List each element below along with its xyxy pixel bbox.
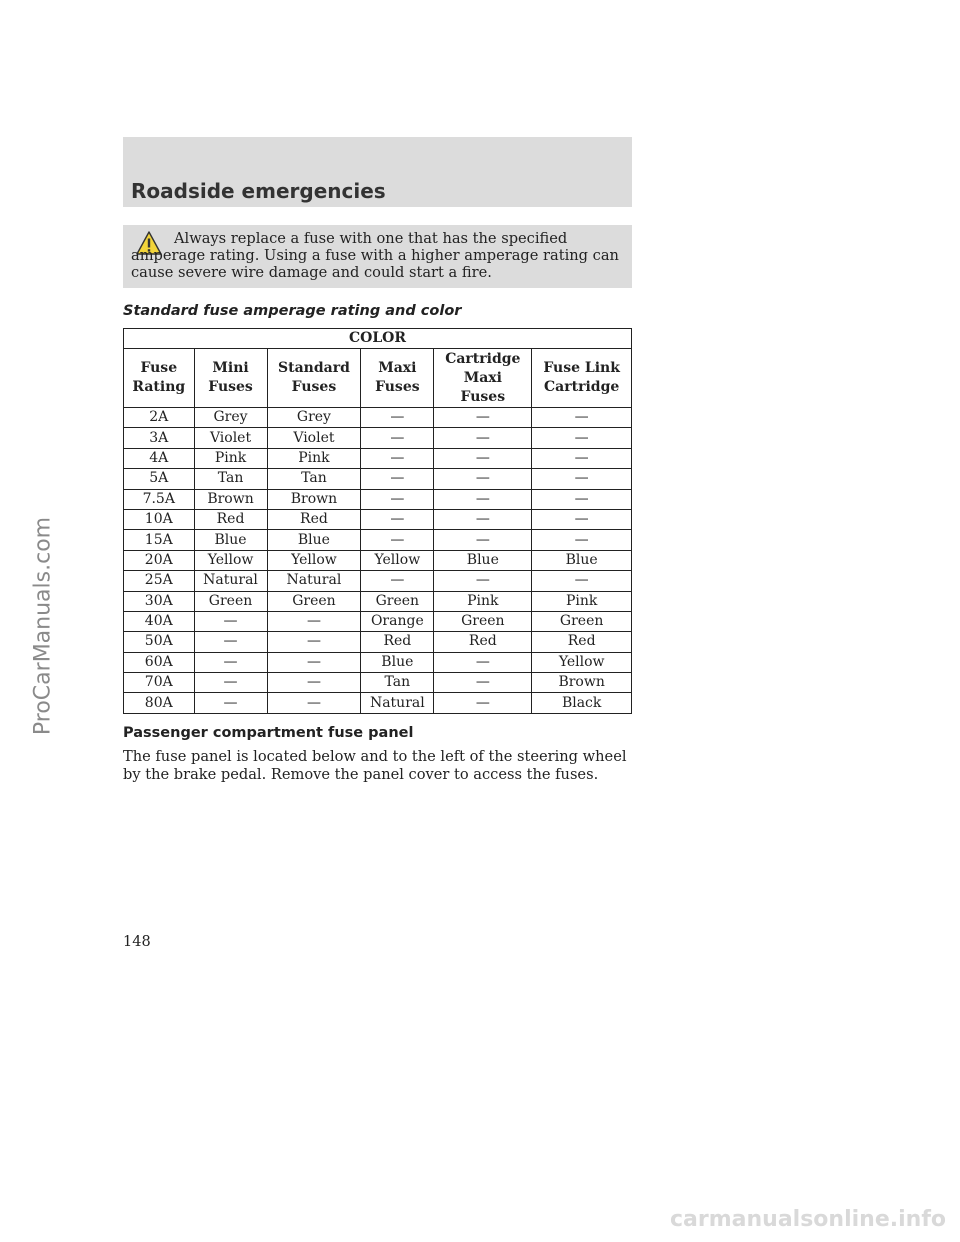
table-cell: — (532, 509, 632, 529)
table-row (124, 530, 632, 550)
table-cell: 25A (124, 571, 195, 591)
table-row (124, 469, 632, 489)
table-cell: — (194, 673, 267, 693)
section-heading: Passenger compartment fuse panel (123, 725, 414, 741)
table-cell: Violet (194, 428, 267, 448)
fuse-color-table (123, 328, 632, 714)
table-cell: Blue (194, 530, 267, 550)
table-cell: Black (532, 693, 632, 713)
table-cell: Pink (267, 448, 361, 468)
table-cell: Tan (361, 673, 434, 693)
table-cell: — (532, 489, 632, 509)
table-cell: Tan (267, 469, 361, 489)
table-cell: 7.5A (124, 489, 195, 509)
table-cell: 70A (124, 673, 195, 693)
table-cell: Green (361, 591, 434, 611)
table-row (124, 550, 632, 570)
side-watermark: ProCarManuals.com (30, 516, 56, 736)
table-cell: — (361, 530, 434, 550)
table-group-header: COLOR (124, 329, 632, 349)
page-number: 148 (123, 934, 151, 950)
table-cell: — (434, 408, 532, 428)
table-cell: Tan (194, 469, 267, 489)
table-cell: Pink (194, 448, 267, 468)
table-cell: — (267, 673, 361, 693)
table-row (124, 632, 632, 652)
table-cell: Yellow (267, 550, 361, 570)
table-cell: — (267, 632, 361, 652)
table-row (124, 448, 632, 468)
table-cell: — (532, 571, 632, 591)
table-cell: 4A (124, 448, 195, 468)
table-cell: — (361, 509, 434, 529)
table-cell: Green (434, 611, 532, 631)
table-cell: — (532, 428, 632, 448)
table-cell: — (532, 448, 632, 468)
table-cell: Blue (361, 652, 434, 672)
table-cell: — (361, 408, 434, 428)
section-title: Roadside emergencies (131, 179, 386, 203)
bottom-watermark: carmanualsonline.info (670, 1207, 946, 1232)
table-cell: 5A (124, 469, 195, 489)
table-cell: — (434, 509, 532, 529)
table-cell: 20A (124, 550, 195, 570)
table-cell: Brown (267, 489, 361, 509)
column-header: Fuse Link Cartridge (532, 349, 632, 408)
column-header: Maxi Fuses (361, 349, 434, 408)
table-cell: Grey (194, 408, 267, 428)
table-cell: Grey (267, 408, 361, 428)
table-cell: — (434, 448, 532, 468)
table-cell: — (267, 693, 361, 713)
section-header-band (123, 137, 632, 207)
warning-text: Always replace a fuse with one that has the specified amperage rating. Using a fuse with a higher amperage rating can cause severe wire damage and could start a fire. (131, 230, 619, 281)
table-cell: — (267, 652, 361, 672)
table-cell: — (194, 693, 267, 713)
table-cell: Yellow (532, 652, 632, 672)
column-header: Standard Fuses (267, 349, 361, 408)
table-column-headers (124, 349, 632, 408)
table-row (124, 509, 632, 529)
table-cell: — (434, 571, 532, 591)
table-cell: — (434, 530, 532, 550)
table-caption: Standard fuse amperage rating and color (123, 303, 462, 319)
table-cell: — (361, 448, 434, 468)
table-cell: — (532, 530, 632, 550)
table-cell: 80A (124, 693, 195, 713)
table-cell: Red (267, 509, 361, 529)
table-cell: — (532, 408, 632, 428)
table-cell: Blue (267, 530, 361, 550)
table-cell: Red (532, 632, 632, 652)
table-row (124, 591, 632, 611)
table-cell: — (267, 611, 361, 631)
table-cell: Red (194, 509, 267, 529)
table-cell: — (434, 693, 532, 713)
table-cell: 40A (124, 611, 195, 631)
table-cell: Yellow (361, 550, 434, 570)
table-cell: Pink (434, 591, 532, 611)
table-cell: 2A (124, 408, 195, 428)
table-cell: Green (532, 611, 632, 631)
table-cell: Red (361, 632, 434, 652)
table-cell: 3A (124, 428, 195, 448)
table-cell: — (532, 469, 632, 489)
table-cell: 60A (124, 652, 195, 672)
body-paragraph: The fuse panel is located below and to the left of the steering wheel by the brake pedal. Remove the panel cover to access the fuses. (123, 748, 627, 783)
table-cell: — (361, 571, 434, 591)
table-row (124, 571, 632, 591)
table-cell: — (434, 652, 532, 672)
table-cell: 15A (124, 530, 195, 550)
table-row (124, 489, 632, 509)
table-row (124, 693, 632, 713)
table-cell: — (194, 652, 267, 672)
table-cell: 10A (124, 509, 195, 529)
table-cell: — (434, 469, 532, 489)
table-row (124, 408, 632, 428)
table-cell: Natural (267, 571, 361, 591)
table-cell: — (194, 611, 267, 631)
table-cell: Green (194, 591, 267, 611)
column-header: Mini Fuses (194, 349, 267, 408)
table-cell: Green (267, 591, 361, 611)
table-row (124, 652, 632, 672)
table-cell: — (434, 428, 532, 448)
table-cell: — (434, 489, 532, 509)
table-cell: Brown (532, 673, 632, 693)
table-cell: Pink (532, 591, 632, 611)
column-header: Cartridge Maxi Fuses (434, 349, 532, 408)
table-cell: — (361, 469, 434, 489)
table-cell: Blue (434, 550, 532, 570)
table-cell: 50A (124, 632, 195, 652)
table-cell: Yellow (194, 550, 267, 570)
table-cell: Brown (194, 489, 267, 509)
table-cell: Natural (194, 571, 267, 591)
table-row (124, 611, 632, 631)
table-cell: Red (434, 632, 532, 652)
table-cell: — (361, 428, 434, 448)
table-cell: — (194, 632, 267, 652)
table-cell: Blue (532, 550, 632, 570)
table-row (124, 428, 632, 448)
table-cell: — (361, 489, 434, 509)
table-cell: 30A (124, 591, 195, 611)
table-row (124, 673, 632, 693)
table-cell: — (434, 673, 532, 693)
table-cell: Violet (267, 428, 361, 448)
table-body (124, 408, 632, 714)
column-header: Fuse Rating (124, 349, 195, 408)
table-cell: Natural (361, 693, 434, 713)
table-cell: Orange (361, 611, 434, 631)
warning-box (123, 225, 632, 288)
